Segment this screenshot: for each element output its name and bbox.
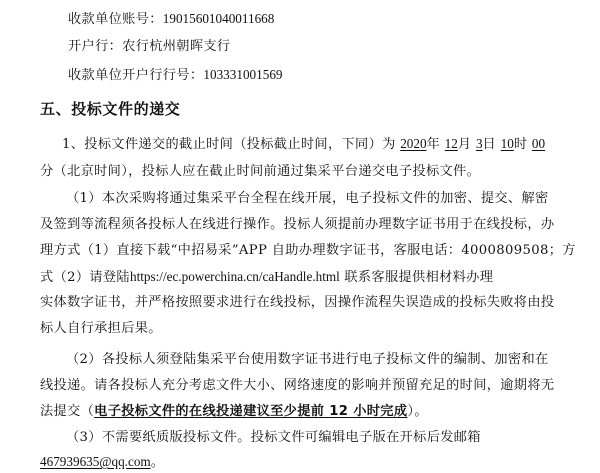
deadline-minute: 00 [531, 136, 546, 151]
sub1-line-2: 及签到等流程须各投标人在线进行操作。投标人须提前办理数字证书用于在线投标，办 [40, 217, 555, 232]
sub2-line-3-prefix: 法提交（ [40, 404, 95, 419]
sub1-line-1: （1）本次采购将通过集采平台全程在线开展，电子投标文件的加密、提交、解密 [66, 191, 549, 206]
sub1-line-6: 标人自行承担后果。 [40, 321, 162, 336]
deadline-year-unit: 年 [426, 137, 441, 152]
sub1-line-4-prefix: 式（2）请登陆 [40, 270, 130, 285]
bank-code-value: 103331001569 [203, 67, 283, 82]
email-link[interactable]: 467939635@qq.com [40, 454, 151, 469]
bank-code-line [68, 65, 283, 86]
ca-handle-url[interactable]: https://ec.powerchina.cn/caHandle.html [129, 269, 340, 284]
bank-line [68, 37, 230, 57]
sub1-line-5: 实体数字证书，并严格按照要求进行在线投标，因操作流程失误造成的投标失败将由投 [40, 295, 555, 310]
bank-code-label: 收款单位开户行行号： [68, 68, 204, 83]
sub2-emphasis: 电子投标文件的在线投递建议至少提前 12 小时完成 [94, 404, 408, 419]
deadline-hour-unit: 时 [513, 137, 528, 152]
account-line [68, 9, 274, 30]
sub3-line-2-suffix: 。 [150, 455, 165, 470]
sub1-line-4 [40, 267, 493, 288]
account-value: 19015601040011668 [162, 11, 275, 26]
sub3-line-1 [66, 428, 481, 448]
deadline-prefix: 1、投标文件递交的截止时间（投标截止时间，下同）为 [62, 137, 396, 152]
sub1-line-3: 理方式（1）直接下载“中招易采”APP 自助办理数字证书，客服电话：4000809508；方 [40, 243, 576, 258]
sub2-line-2: 线投递。请各投标人充分考虑文件大小、网络速度的影响并预留充足的时间，逾期将无 [40, 378, 555, 393]
deadline-line [62, 134, 545, 155]
bank-label: 开户行： [68, 39, 123, 54]
sub2-line-3 [40, 402, 428, 422]
bank-value: 农行杭州朝晖支行 [122, 39, 231, 54]
deadline-day: 3 [475, 136, 483, 151]
account-label: 收款单位账号： [68, 12, 163, 27]
sub3-line-2 [40, 452, 164, 473]
sub1-line-4-suffix: 联系客服提供相材料办理 [344, 270, 494, 285]
sub2-line-3-suffix: ）。 [407, 404, 428, 419]
sub3-line-1-tail: 后发邮箱 [426, 430, 481, 445]
deadline-day-unit: 日 [482, 137, 497, 152]
sub3-line-1-text: （3）不需要纸质版投标文件。投标文件可编辑电子版在开标 [66, 430, 427, 445]
deadline-year: 2020 [400, 136, 427, 151]
deadline-month: 12 [444, 136, 458, 151]
deadline-month-unit: 月 [457, 137, 472, 152]
deadline-hour: 10 [500, 136, 514, 151]
section-heading: 五、投标文件的递交 [40, 100, 181, 118]
deadline-line-2: 分（北京时间），投标人应在截止时间前通过集采平台递交电子投标文件。 [40, 164, 481, 179]
sub2-line-1: （2）各投标人须登陆集采平台使用数字证书进行电子投标文件的编制、加密和在 [66, 352, 549, 367]
